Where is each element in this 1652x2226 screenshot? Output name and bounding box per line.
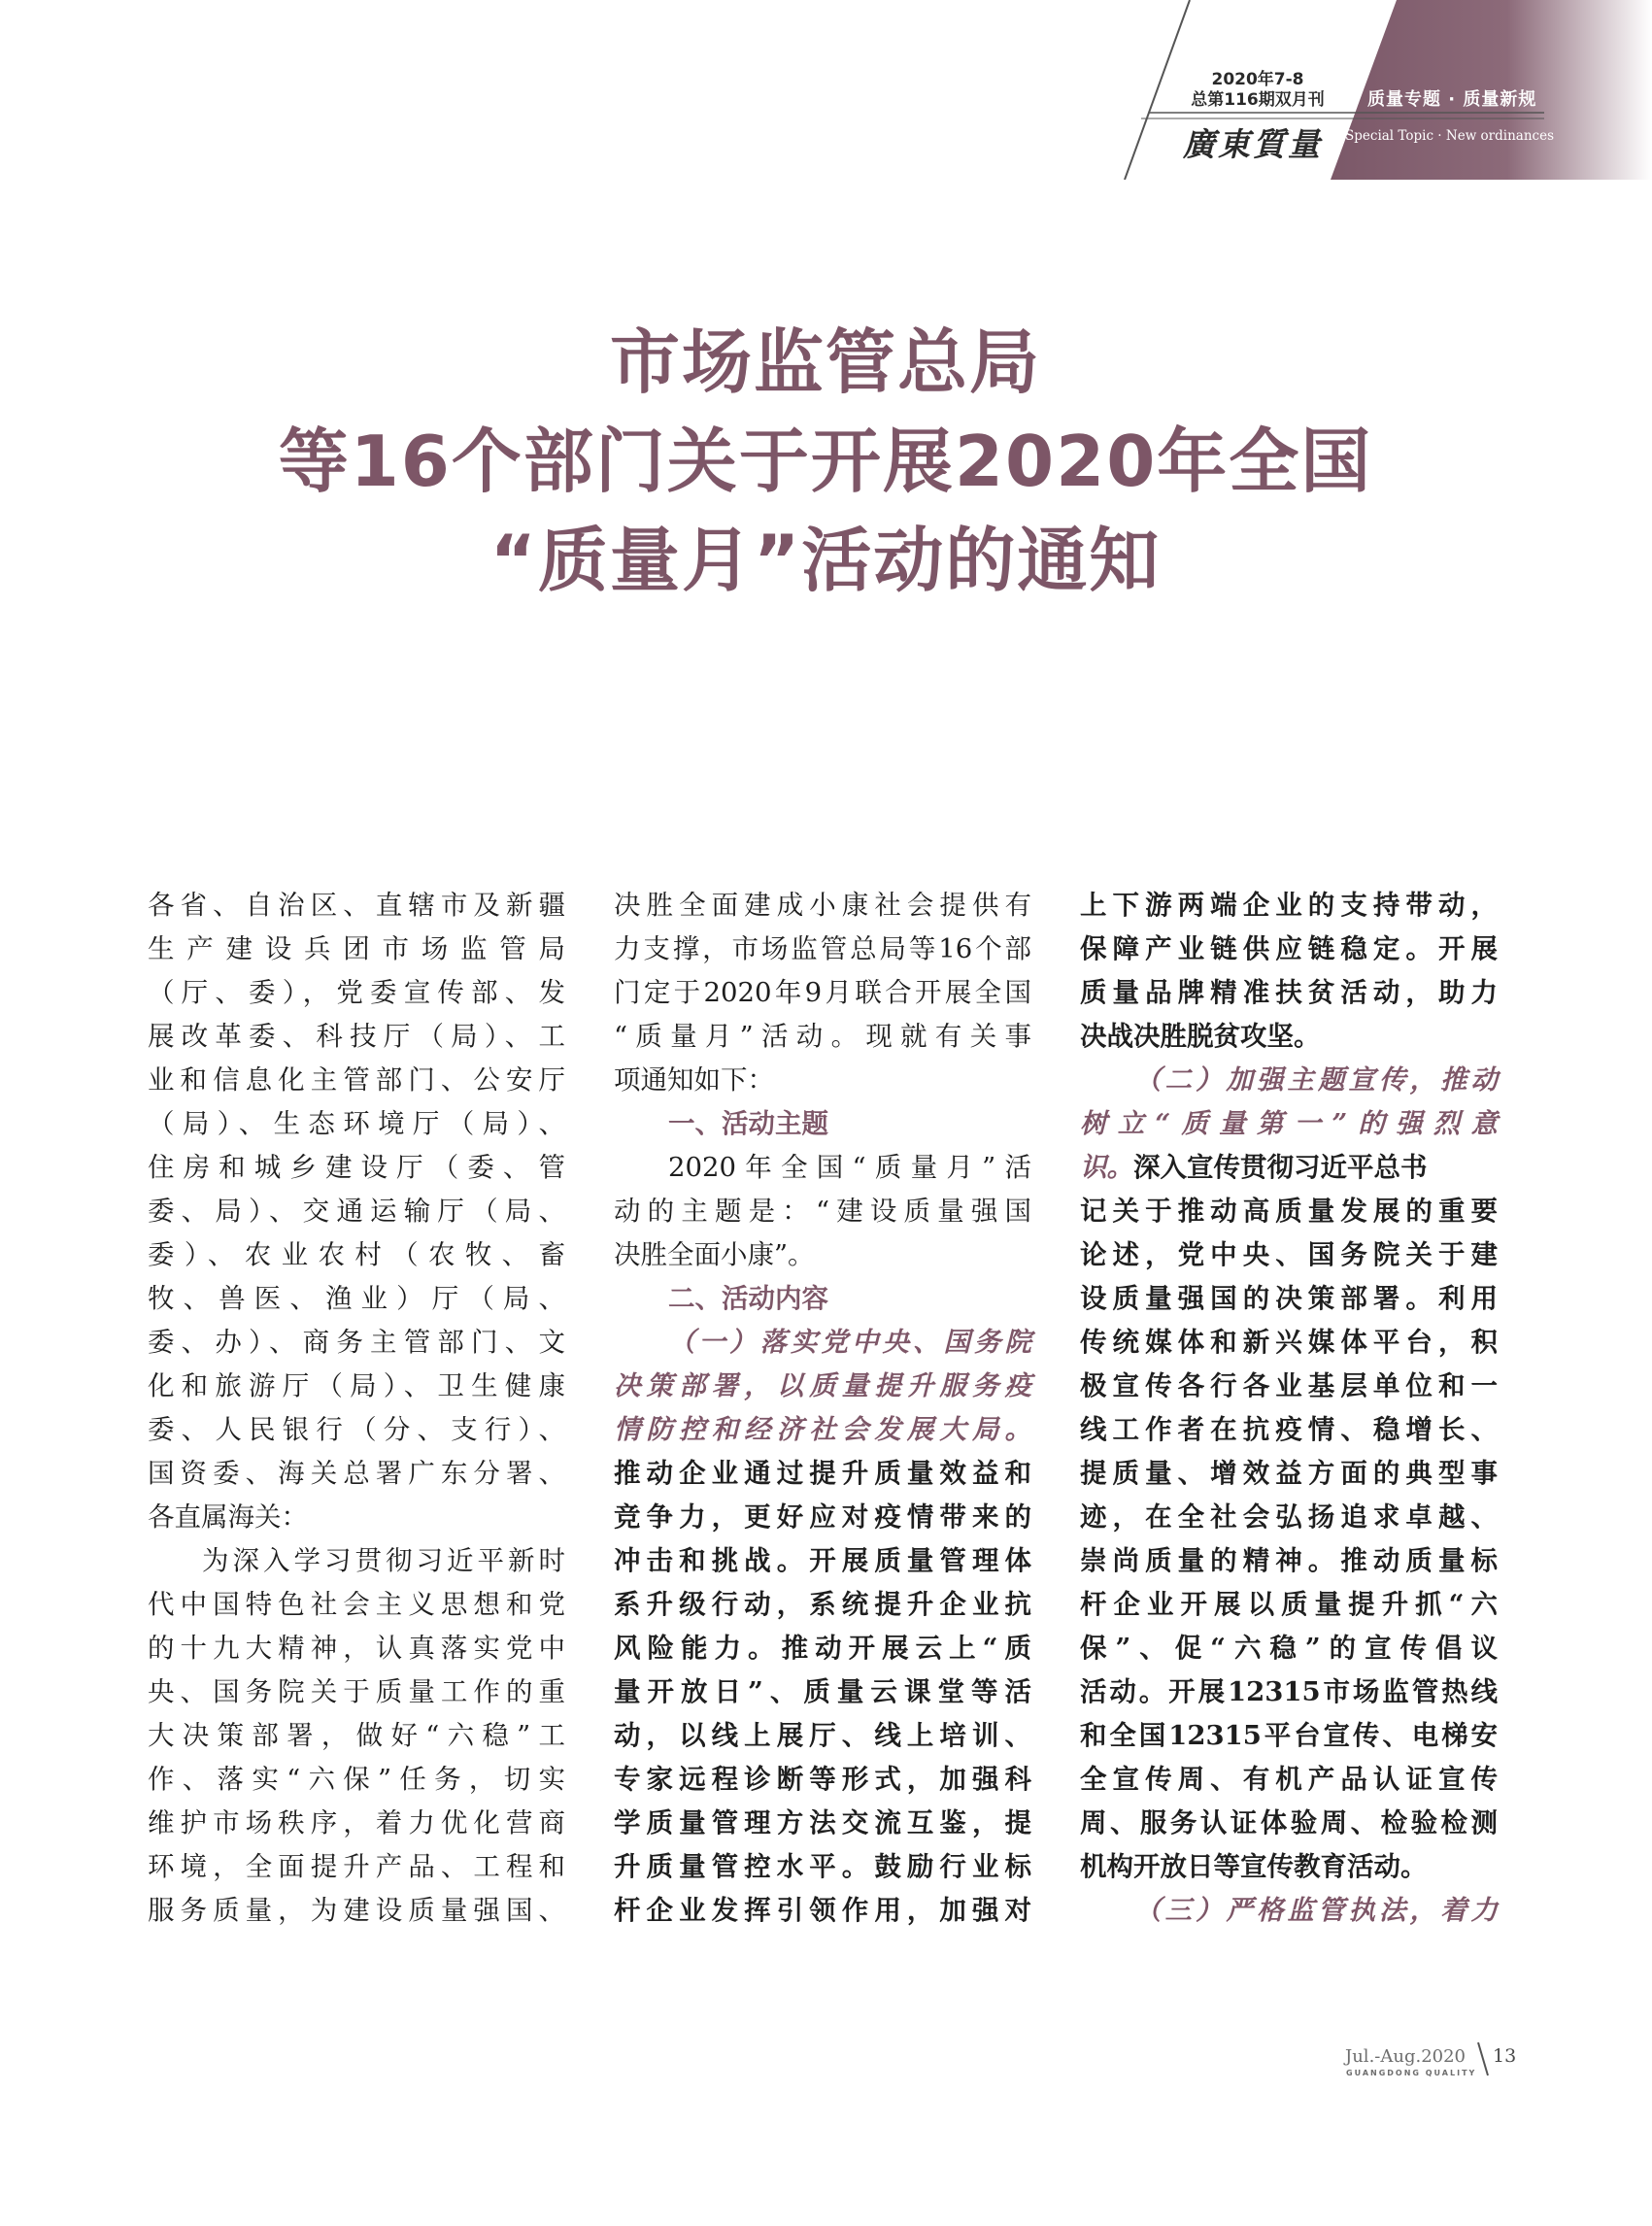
section-heading-theme: 一、活动主题 (668, 1108, 828, 1139)
subheading-line: （一）落实党中央、国务院 (668, 1327, 1031, 1358)
text-line: 和全国12315平台宣传、电梯安 (1080, 1720, 1498, 1751)
page-number: 13 (1493, 2045, 1517, 2067)
text-line: 系升级行动，系统提升企业抗 (614, 1589, 1031, 1620)
article-title (58, 313, 1593, 610)
subheading-tail: 识。 (1080, 1152, 1133, 1183)
text-line: 各省、自治区、直辖市及新疆 (148, 890, 565, 921)
text-line: 动，以线上展厅、线上培训、 (614, 1720, 1031, 1751)
text-line: 决胜全面建成小康社会提供有 (614, 890, 1031, 921)
issue-number: 总第116期双月刊 (1191, 90, 1325, 110)
text-line: 提质量、增效益方面的典型事 (1080, 1458, 1498, 1489)
title-line-3: “质量月”活动的通知 (489, 520, 1162, 601)
text-line: 迹，在全社会弘扬追求卓越、 (1080, 1501, 1498, 1533)
subheading-line: （三）严格监管执法，着力 (1134, 1895, 1498, 1926)
text-line: 推动企业通过提升质量效益和 (614, 1458, 1031, 1489)
text-line: 委、办）、商务主管部门、文 (148, 1327, 565, 1358)
text-line: 各直属海关： (148, 1501, 308, 1533)
text-line: 保障产业链供应链稳定。开展 (1080, 933, 1498, 964)
subheading-line: 树立“质量第一”的强烈意 (1080, 1108, 1498, 1139)
text-line: 为深入学习贯彻习近平新时 (202, 1545, 565, 1576)
text-line: 崇尚质量的精神。推动质量标 (1080, 1545, 1498, 1576)
text-line: 力支撑，市场监管总局等16个部 (614, 933, 1031, 964)
magazine-logo: 廣東質量 (1183, 125, 1323, 163)
text-line: 展改革委、科技厅（局）、工 (148, 1021, 565, 1052)
text-line: 环境，全面提升产品、工程和 (148, 1851, 565, 1882)
text-line: 委、人民银行（分、支行）、 (148, 1414, 565, 1445)
text-line: 的十九大精神，认真落实党中 (148, 1633, 565, 1664)
text-line: 门定于2020年9月联合开展全国 (614, 977, 1031, 1008)
text-line: 委、局）、交通运输厅（局、 (148, 1196, 565, 1227)
text-line: 上下游两端企业的支持带动， (1080, 890, 1498, 921)
text-line: 作、落实“六保”任务，切实 (148, 1764, 565, 1795)
subheading-line: （二）加强主题宣传，推动 (1134, 1064, 1498, 1096)
text-line: （厅、委），党委宣传部、发 (148, 977, 565, 1008)
text-line: 化和旅游厅（局）、卫生健康 (148, 1370, 565, 1401)
body-column-1 (148, 884, 565, 1933)
text-line: 传统媒体和新兴媒体平台，积 (1080, 1327, 1498, 1358)
text-line: 记关于推动高质量发展的重要 (1080, 1196, 1498, 1227)
text-run: 深入宣传贯彻习近平总书 (1133, 1152, 1428, 1183)
text-line: 冲击和挑战。开展质量管理体 (614, 1545, 1031, 1576)
text-line: （局）、生态环境厅（局）、 (148, 1108, 565, 1139)
text-line: 周、服务认证体验周、检验检测 (1080, 1807, 1498, 1838)
text-line: 质量品牌精准扶贫活动，助力 (1080, 977, 1498, 1008)
text-line: 大决策部署，做好“六稳”工 (148, 1720, 565, 1751)
body-column-2 (614, 884, 1031, 1933)
text-line: 量开放日”、质量云课堂等活 (614, 1676, 1031, 1707)
text-line: 国资委、海关总署广东分署、 (148, 1458, 565, 1489)
section-label-en: Special Topic · New ordinances (1345, 128, 1554, 144)
text-line (1080, 1146, 1498, 1190)
text-line: 杆企业开展以质量提升抓“六 (1080, 1589, 1498, 1620)
title-line-2: 等16个部门关于开展2020年全国 (278, 421, 1373, 502)
subheading-line: 决策部署，以质量提升服务疫 (614, 1370, 1031, 1401)
text-line: 牧、兽医、渔业）厅（局、 (148, 1283, 565, 1314)
title-line-1: 市场监管总局 (609, 321, 1041, 403)
text-line: 服务质量，为建设质量强国、 (148, 1895, 565, 1926)
issue-date: 2020年7-8 (1211, 70, 1304, 89)
text-line: 论述，党中央、国务院关于建 (1080, 1239, 1498, 1270)
footer-divider (1476, 2040, 1490, 2078)
text-line: 学质量管理方法交流互鉴，提 (614, 1807, 1031, 1838)
text-line: 保”、促“六稳”的宣传倡议 (1080, 1633, 1498, 1664)
footer-magazine-name: GUANGDONG QUALITY (1346, 2069, 1477, 2077)
footer-date: Jul.-Aug.2020 (1345, 2046, 1467, 2067)
text-line: 住房和城乡建设厅（委、管 (148, 1152, 565, 1183)
subheading-line: 情防控和经济社会发展大局。 (614, 1414, 1031, 1445)
text-line: 设质量强国的决策部署。利用 (1080, 1283, 1498, 1314)
text-line: 生产建设兵团市场监管局 (148, 933, 565, 964)
section-heading-content: 二、活动内容 (668, 1283, 828, 1314)
text-line: 央、国务院关于质量工作的重 (148, 1676, 565, 1707)
text-line: 2020年全国“质量月”活 (668, 1152, 1031, 1183)
text-line: 项通知如下： (614, 1064, 774, 1096)
text-line: 杆企业发挥引领作用，加强对 (614, 1895, 1031, 1926)
text-line: 维护市场秩序，着力优化营商 (148, 1807, 565, 1838)
text-line: 业和信息化主管部门、公安厅 (148, 1064, 565, 1096)
text-line: 动的主题是：“建设质量强国 (614, 1196, 1031, 1227)
text-line: 极宣传各行各业基层单位和一 (1080, 1370, 1498, 1401)
text-line: “质量月”活动。现就有关事 (614, 1021, 1031, 1052)
text-line: 线工作者在抗疫情、稳增长、 (1080, 1414, 1498, 1445)
text-line: 全宣传周、有机产品认证宣传 (1080, 1764, 1498, 1795)
text-line: 风险能力。推动开展云上“质 (614, 1633, 1031, 1664)
text-line: 活动。开展12315市场监管热线 (1080, 1676, 1498, 1707)
text-line: 委）、农业农村（农牧、畜 (148, 1239, 565, 1270)
text-line: 专家远程诊断等形式，加强科 (614, 1764, 1031, 1795)
text-line: 升质量管控水平。鼓励行业标 (614, 1851, 1031, 1882)
text-line: 决战决胜脱贫攻坚。 (1080, 1021, 1321, 1052)
body-column-3 (1080, 884, 1498, 1933)
text-line: 决胜全面小康”。 (614, 1239, 815, 1270)
section-label-cn: 质量专题 · 质量新规 (1367, 89, 1537, 110)
text-line: 竞争力，更好应对疫情带来的 (614, 1501, 1031, 1533)
text-line: 代中国特色社会主义思想和党 (148, 1589, 565, 1620)
text-line: 机构开放日等宣传教育活动。 (1080, 1851, 1428, 1882)
